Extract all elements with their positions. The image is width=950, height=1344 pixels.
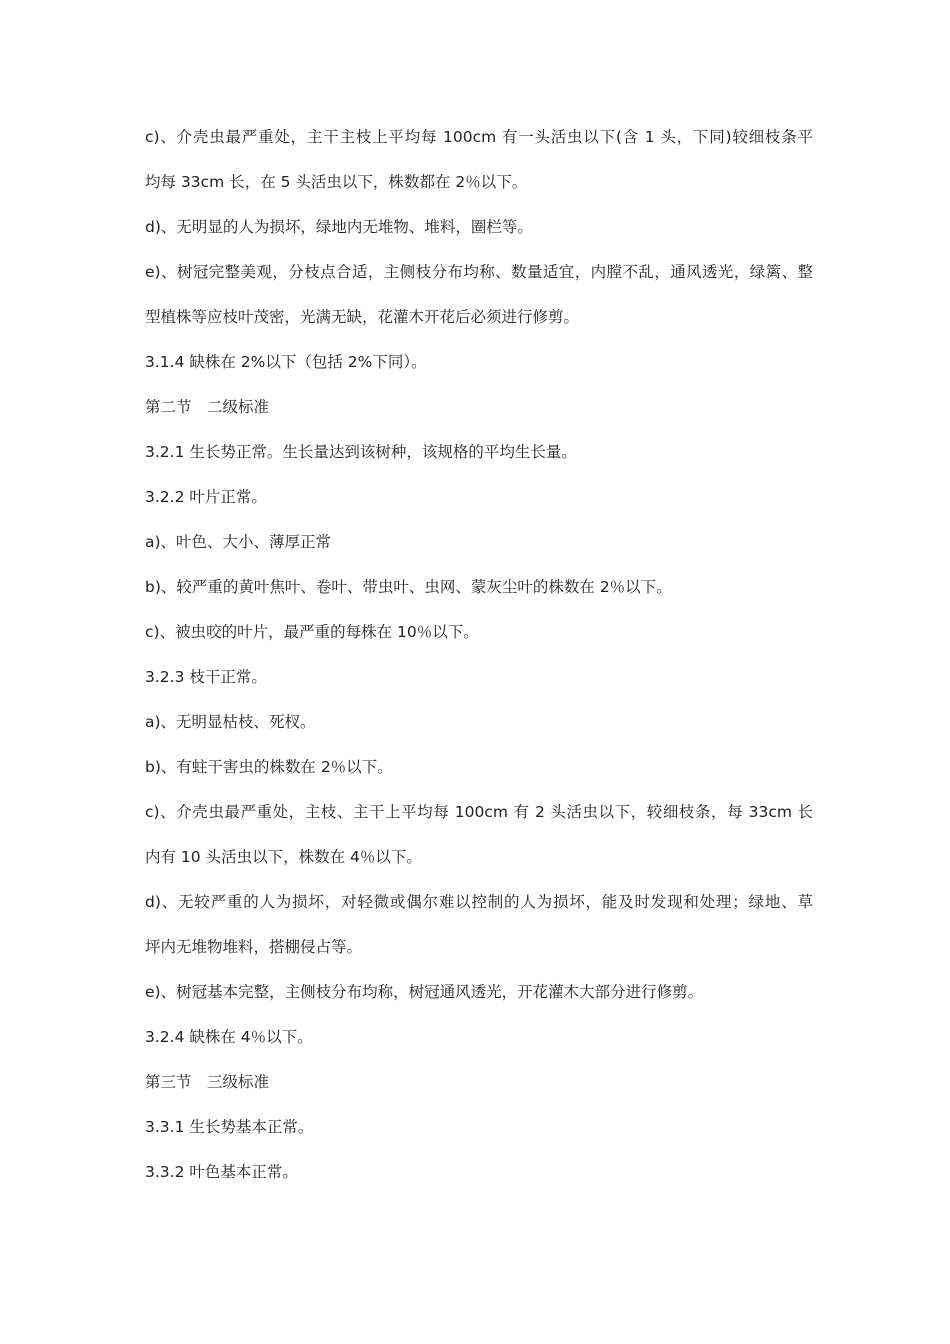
paragraph-line: 3.2.3 枝干正常。 [145, 668, 267, 686]
paragraph-line: c)、介壳虫最严重处，主枝、主干上平均每 100cm 有 2 头活虫以下，较细枝条，每 33cm 长 [145, 803, 813, 821]
paragraph-line: c)、介壳虫最严重处，主干主枝上平均每 100cm 有一头活虫以下(含 1 头，下同)较细枝条平 [145, 128, 813, 146]
paragraph-line: 型植株等应枝叶茂密，光满无缺，花灌木开花后必须进行修剪。 [145, 308, 580, 326]
paragraph-line: a)、无明显枯枝、死杈。 [145, 713, 316, 731]
paragraph-line: d)、无较严重的人为损坏，对轻微或偶尔难以控制的人为损坏，能及时发现和处理；绿地、草 [145, 893, 813, 911]
section-heading: 第二节 二级标准 [145, 398, 270, 416]
paragraph-line: 3.3.1 生长势基本正常。 [145, 1118, 314, 1136]
paragraph-line: 3.2.1 生长势正常。生长量达到该树种，该规格的平均生长量。 [145, 443, 577, 461]
paragraph-line: 坪内无堆物堆料，搭棚侵占等。 [145, 938, 363, 956]
paragraph-line: e)、树冠完整美观，分枝点合适，主侧枝分布均称、数量适宜，内膛不乱，通风透光，绿篱、整 [145, 263, 813, 281]
paragraph-line: 均每 33cm 长，在 5 头活虫以下，株数都在 2％以下。 [145, 173, 528, 191]
paragraph-line: b)、有蛀干害虫的株数在 2％以下。 [145, 758, 393, 776]
paragraph-line: 3.3.2 叶色基本正常。 [145, 1163, 298, 1181]
paragraph-line: e)、树冠基本完整，主侧枝分布均称，树冠通风透光，开花灌木大部分进行修剪。 [145, 983, 704, 1001]
paragraph-line: a)、叶色、大小、薄厚正常 [145, 533, 332, 551]
paragraph-line: 3.2.2 叶片正常。 [145, 488, 267, 506]
document-body [145, 122, 813, 1202]
paragraph-line: b)、较严重的黄叶焦叶、卷叶、带虫叶、虫网、蒙灰尘叶的株数在 2％以下。 [145, 578, 672, 596]
paragraph-line: 3.1.4 缺株在 2%以下（包括 2%下同）。 [145, 353, 427, 371]
paragraph-line: d)、无明显的人为损坏，绿地内无堆物、堆料，圈栏等。 [145, 218, 533, 236]
paragraph-line: 内有 10 头活虫以下，株数在 4％以下。 [145, 848, 422, 866]
paragraph-line: c)、被虫咬的叶片，最严重的每株在 10％以下。 [145, 623, 479, 641]
paragraph-line: 3.2.4 缺株在 4％以下。 [145, 1028, 313, 1046]
section-heading: 第三节 三级标准 [145, 1073, 270, 1091]
